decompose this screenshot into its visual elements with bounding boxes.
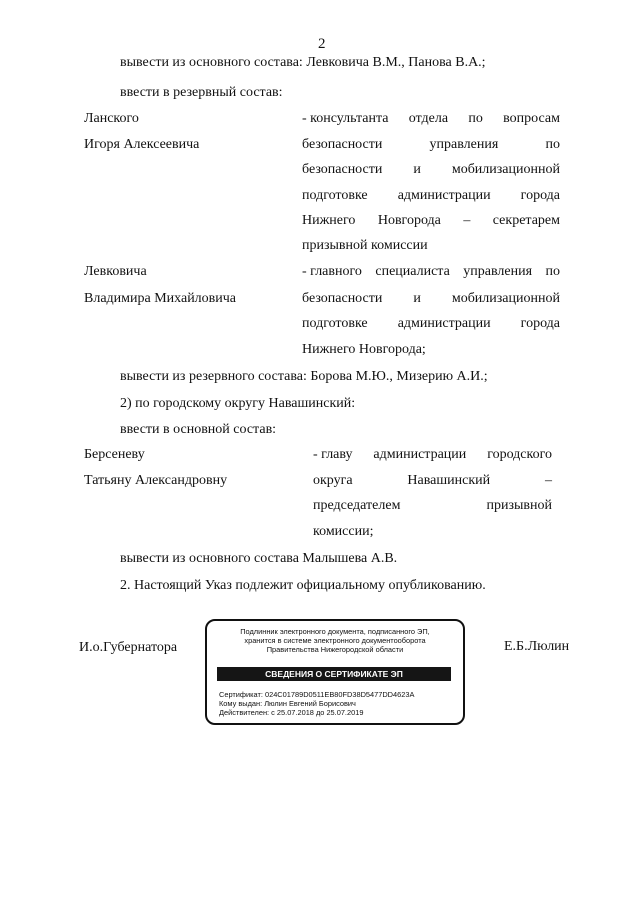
exclude-reserve-line: вывести из резервного состава: Борова М.Ю., Мизерию А.И.;: [120, 369, 488, 384]
position-word: безопасности: [302, 137, 383, 152]
member-surname: Левковича: [84, 264, 147, 279]
signatory-position: И.о.Губернатора: [79, 640, 178, 655]
certificate-value: 024C01789D0511EB80FD38D5477DD4623A: [264, 690, 415, 699]
position-word: призывной комиссии: [302, 238, 428, 253]
add-reserve-heading: ввести в резервный состав:: [120, 85, 283, 100]
stamp-header-line: Правительства Нижегородской области: [266, 645, 404, 654]
position-word: –: [463, 213, 471, 228]
position-word: мобилизационной: [451, 291, 560, 306]
position-line: [302, 263, 560, 280]
position-word: администрации: [373, 447, 467, 462]
position-word: управления: [463, 264, 533, 279]
position-word: Нижнего Новгорода;: [302, 342, 426, 357]
position-line: [302, 212, 560, 229]
position-word: по: [545, 137, 560, 152]
member-surname: Ланского: [84, 111, 139, 126]
position-line: [302, 161, 560, 178]
position-word: - главу: [313, 447, 353, 462]
issued-to-value: Люлин Евгений Борисович: [264, 699, 356, 708]
position-word: секретарем: [492, 213, 560, 228]
valid-value: с 25.07.2018 до 25.07.2019: [271, 708, 364, 717]
certificate-banner: СВЕДЕНИЯ О СЕРТИФИКАТЕ ЭП: [217, 667, 451, 681]
page-number: 2: [318, 36, 326, 52]
position-word: мобилизационной: [451, 162, 560, 177]
position-word: по: [468, 111, 483, 126]
valid-row: [219, 708, 363, 717]
position-word: Новгорода: [377, 213, 441, 228]
position-word: города: [520, 188, 560, 203]
district-heading: 2) по городскому округу Навашинский:: [120, 396, 356, 411]
position-word: управления: [429, 137, 499, 152]
issued-to-row: [219, 699, 356, 708]
position-line: [302, 110, 560, 127]
member-given-names: Татьяну Александровну: [84, 473, 228, 488]
member-given-names: Владимира Михайловича: [84, 291, 237, 306]
signatory-name: Е.Б.Люлин: [504, 639, 570, 654]
exclude-main-line: вывести из основного состава: Левковича В.М., Панова В.А.;: [120, 55, 486, 70]
position-line: [302, 341, 426, 358]
position-word: –: [545, 473, 552, 488]
position-word: подготовке: [302, 316, 368, 331]
certificate-row: [219, 690, 414, 699]
position-word: - главного: [302, 264, 362, 279]
position-line: [302, 237, 428, 254]
position-line: [302, 136, 560, 153]
position-word: по: [545, 264, 560, 279]
position-word: округа: [313, 473, 353, 488]
position-word: подготовке: [302, 188, 368, 203]
position-word: безопасности: [302, 291, 383, 306]
electronic-signature-stamp: [205, 619, 465, 725]
position-word: городского: [487, 447, 552, 462]
add-main-heading: ввести в основной состав:: [120, 422, 277, 437]
exclude-main-line-2: вывести из основного состава Малышева А.В.: [120, 551, 398, 566]
position-word: отдела: [408, 111, 449, 126]
position-word: - консультанта: [302, 111, 389, 126]
position-line: [313, 472, 552, 489]
member-given-names: Игоря Алексеевича: [84, 137, 200, 152]
position-line: [302, 290, 560, 307]
position-word: и: [413, 162, 421, 177]
position-word: Нижнего: [302, 213, 356, 228]
stamp-header-line: хранится в системе электронного документооборота: [244, 636, 426, 645]
valid-label: Действителен:: [219, 708, 270, 717]
certificate-label: Сертификат:: [219, 690, 263, 699]
position-word: и: [413, 291, 421, 306]
position-word: Навашинский: [407, 473, 491, 488]
position-line: [313, 523, 373, 540]
position-word: вопросам: [503, 111, 560, 126]
member-surname: Берсеневу: [84, 447, 145, 462]
position-line: [313, 497, 552, 514]
position-line: [313, 446, 552, 463]
position-word: администрации: [397, 188, 491, 203]
issued-to-label: Кому выдан:: [219, 699, 263, 708]
position-word: безопасности: [302, 162, 383, 177]
publication-clause: 2. Настоящий Указ подлежит официальному опубликованию.: [120, 578, 486, 593]
position-word: города: [520, 316, 560, 331]
position-word: администрации: [397, 316, 491, 331]
position-word: специалиста: [375, 264, 450, 279]
position-word: призывной: [486, 498, 552, 513]
stamp-header-line: Подлинник электронного документа, подписанного ЭП,: [240, 627, 430, 636]
position-word: председателем: [313, 498, 401, 513]
position-word: комиссии;: [313, 524, 374, 539]
position-line: [302, 187, 560, 204]
position-line: [302, 315, 560, 332]
